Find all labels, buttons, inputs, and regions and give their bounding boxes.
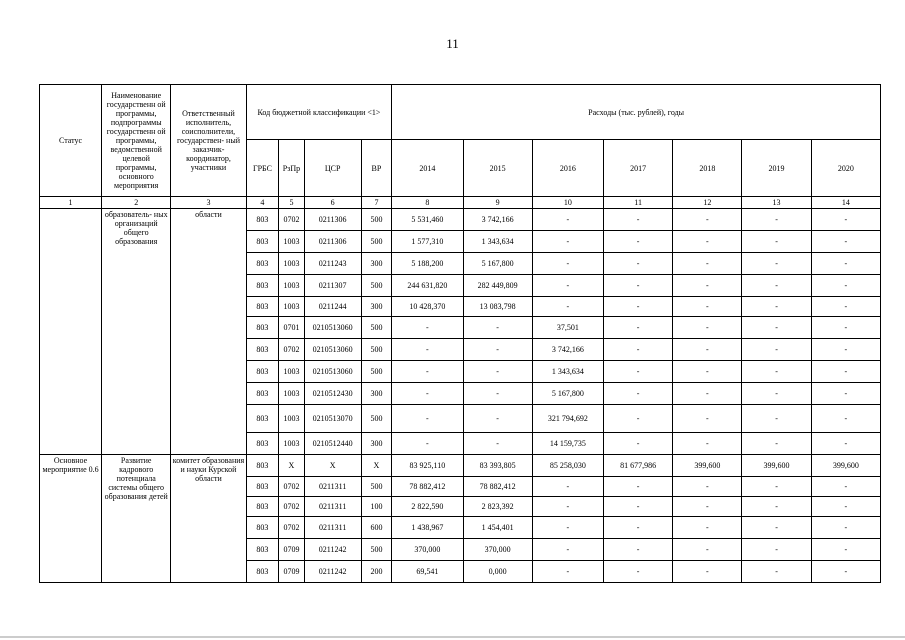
table-cell: 0210512440 [304, 433, 361, 455]
table-cell: 1003 [279, 297, 304, 317]
table-cell: - [811, 497, 880, 517]
table-cell: 0701 [279, 317, 304, 339]
header-rzpr: РзПр [279, 140, 304, 197]
table-cell: - [463, 361, 532, 383]
table-cell: 300 [361, 253, 392, 275]
table-cell: 0210513060 [304, 339, 361, 361]
table-cell: - [673, 231, 742, 253]
table-cell: 5 167,800 [532, 383, 603, 405]
table-cell: - [673, 517, 742, 539]
header-year: 2019 [742, 140, 811, 197]
header-year: 2020 [811, 140, 880, 197]
table-cell: - [811, 383, 880, 405]
table-cell: - [742, 561, 811, 583]
table-cell: 370,000 [392, 539, 463, 561]
table-cell: - [603, 517, 672, 539]
table-cell: 0210513060 [304, 361, 361, 383]
table-cell: - [811, 339, 880, 361]
table-cell: - [742, 231, 811, 253]
table-cell: - [742, 383, 811, 405]
table-cell: - [532, 209, 603, 231]
table-cell: 803 [246, 561, 279, 583]
column-number: 13 [742, 197, 811, 209]
table-cell: - [603, 561, 672, 583]
table-cell: - [742, 209, 811, 231]
table-cell: 500 [361, 405, 392, 433]
table-cell: 0702 [279, 339, 304, 361]
table-cell: - [673, 561, 742, 583]
table-cell: - [811, 477, 880, 497]
table-cell: - [673, 497, 742, 517]
table-cell: - [673, 361, 742, 383]
table-cell: 500 [361, 477, 392, 497]
table-cell: 13 083,798 [463, 297, 532, 317]
header-year: 2014 [392, 140, 463, 197]
header-year: 2015 [463, 140, 532, 197]
table-cell: - [463, 433, 532, 455]
table-cell: 803 [246, 455, 279, 477]
table-cell: - [603, 317, 672, 339]
budget-table [39, 84, 881, 583]
table-cell: 0702 [279, 477, 304, 497]
table-cell: - [742, 317, 811, 339]
table-cell: 37,501 [532, 317, 603, 339]
table-cell: - [603, 361, 672, 383]
table-cell: - [742, 361, 811, 383]
table-cell: 0210513070 [304, 405, 361, 433]
table-cell: 803 [246, 497, 279, 517]
table-cell: - [673, 383, 742, 405]
column-number: 11 [603, 197, 672, 209]
table-cell: - [532, 231, 603, 253]
column-number: 14 [811, 197, 880, 209]
table-cell: 0709 [279, 561, 304, 583]
table-cell: - [742, 539, 811, 561]
name-cell: Развитие кадрового потенциала системы общего образования детей [102, 455, 171, 583]
header-year: 2017 [603, 140, 672, 197]
header-csr: ЦСР [304, 140, 361, 197]
table-cell: 1003 [279, 361, 304, 383]
table-cell: 803 [246, 361, 279, 383]
table-cell: - [603, 209, 672, 231]
table-cell: - [603, 497, 672, 517]
table-cell: 500 [361, 231, 392, 253]
table-cell: Х [304, 455, 361, 477]
table-cell: 100 [361, 497, 392, 517]
table-cell: - [811, 317, 880, 339]
column-number: 4 [246, 197, 279, 209]
table-cell: - [463, 317, 532, 339]
table-cell: 0211307 [304, 275, 361, 297]
table-cell: - [532, 477, 603, 497]
table-cell: - [742, 297, 811, 317]
table-cell: 0211306 [304, 231, 361, 253]
table-cell: - [742, 253, 811, 275]
table-cell: 3 742,166 [463, 209, 532, 231]
name-cell: образователь- ных организаций общего образования [102, 209, 171, 455]
table-cell: 3 742,166 [532, 339, 603, 361]
column-number: 9 [463, 197, 532, 209]
table-cell: 500 [361, 317, 392, 339]
table-cell: - [742, 339, 811, 361]
table-cell: - [603, 539, 672, 561]
table-cell: Х [361, 455, 392, 477]
table-cell: 300 [361, 433, 392, 455]
table-cell: 803 [246, 477, 279, 497]
table-cell: 81 677,986 [603, 455, 672, 477]
table-row [40, 209, 881, 231]
table-cell: - [532, 275, 603, 297]
table-cell: 399,600 [811, 455, 880, 477]
table-cell: - [532, 297, 603, 317]
table-cell: 803 [246, 317, 279, 339]
column-number: 10 [532, 197, 603, 209]
table-cell: - [392, 433, 463, 455]
table-cell: 0702 [279, 497, 304, 517]
header-budget-code: Код бюджетной классификации <1> [246, 85, 392, 140]
table-cell: - [532, 539, 603, 561]
column-number: 12 [673, 197, 742, 209]
table-cell: 0211242 [304, 561, 361, 583]
responsible-cell: комитет образования и науки Курской области [171, 455, 246, 583]
table-cell: 1 438,967 [392, 517, 463, 539]
table-cell: 1 577,310 [392, 231, 463, 253]
table-cell: - [532, 561, 603, 583]
table-cell: - [392, 317, 463, 339]
table-cell: - [742, 477, 811, 497]
header-year: 2016 [532, 140, 603, 197]
table-cell: 0211242 [304, 539, 361, 561]
table-cell: - [603, 383, 672, 405]
table-cell: 500 [361, 361, 392, 383]
header-row [40, 85, 881, 140]
table-cell: 600 [361, 517, 392, 539]
table-cell: 0211306 [304, 209, 361, 231]
header-responsible: Ответственный исполнитель, соисполнители, государствен- ный заказчик- координатор, участники [171, 85, 246, 197]
table-row [40, 455, 881, 477]
column-number: 3 [171, 197, 246, 209]
column-number-row [40, 197, 881, 209]
table-cell: - [811, 275, 880, 297]
table-cell: - [603, 275, 672, 297]
table-cell: 83 393,805 [463, 455, 532, 477]
table-cell: - [673, 253, 742, 275]
table-cell: - [673, 539, 742, 561]
table-cell: - [811, 231, 880, 253]
header-year: 2018 [673, 140, 742, 197]
table-cell: 1 343,634 [532, 361, 603, 383]
table-cell: 78 882,412 [463, 477, 532, 497]
table-cell: 803 [246, 209, 279, 231]
table-cell: 500 [361, 539, 392, 561]
table-cell: 1003 [279, 275, 304, 297]
header-vr: ВР [361, 140, 392, 197]
table-cell: 803 [246, 405, 279, 433]
table-cell: - [811, 361, 880, 383]
table-cell: 803 [246, 539, 279, 561]
column-number: 7 [361, 197, 392, 209]
table-cell: - [392, 339, 463, 361]
table-cell: - [532, 497, 603, 517]
table-cell: 1003 [279, 253, 304, 275]
table-cell: - [603, 231, 672, 253]
table-cell: - [603, 477, 672, 497]
column-number: 1 [40, 197, 102, 209]
table-cell: - [811, 209, 880, 231]
table-cell: 1003 [279, 405, 304, 433]
table-cell: - [673, 317, 742, 339]
table-cell: - [532, 253, 603, 275]
table-cell: - [811, 405, 880, 433]
table-cell: - [603, 253, 672, 275]
table-cell: 1003 [279, 433, 304, 455]
table-cell: - [673, 477, 742, 497]
table-cell: 803 [246, 339, 279, 361]
table-cell: 0,000 [463, 561, 532, 583]
table-cell: 0211244 [304, 297, 361, 317]
table-cell: - [463, 339, 532, 361]
table-cell: - [742, 405, 811, 433]
table-cell: 10 428,370 [392, 297, 463, 317]
table-cell: - [811, 433, 880, 455]
table-cell: - [392, 361, 463, 383]
table-cell: 500 [361, 209, 392, 231]
column-number: 5 [279, 197, 304, 209]
table-cell: 0211311 [304, 517, 361, 539]
page-number: 11 [446, 36, 459, 51]
table-cell: 0211311 [304, 497, 361, 517]
table-cell: 0210512430 [304, 383, 361, 405]
table-cell: - [673, 405, 742, 433]
table-cell: - [463, 405, 532, 433]
table-cell: - [392, 405, 463, 433]
table-cell: 803 [246, 297, 279, 317]
table-cell: - [603, 433, 672, 455]
table-cell: 2 823,392 [463, 497, 532, 517]
table-cell: 1003 [279, 231, 304, 253]
table-cell: 399,600 [673, 455, 742, 477]
table-cell: 321 794,692 [532, 405, 603, 433]
table-cell: 803 [246, 253, 279, 275]
table-cell: 5 188,200 [392, 253, 463, 275]
status-cell: Основное мероприятие 0.6 [40, 455, 102, 583]
column-number: 8 [392, 197, 463, 209]
table-cell: 0702 [279, 209, 304, 231]
table-cell: 803 [246, 433, 279, 455]
table-cell: 300 [361, 383, 392, 405]
table-cell: - [603, 297, 672, 317]
table-cell: Х [279, 455, 304, 477]
table-cell: 803 [246, 517, 279, 539]
table-cell: 1 454,401 [463, 517, 532, 539]
table-cell: - [742, 517, 811, 539]
table-cell: 803 [246, 275, 279, 297]
table-cell: 500 [361, 275, 392, 297]
status-cell [40, 209, 102, 455]
table-cell: - [463, 383, 532, 405]
table-cell: 244 631,820 [392, 275, 463, 297]
header-status: Статус [40, 85, 102, 197]
table-cell: 0702 [279, 517, 304, 539]
table-cell: 500 [361, 339, 392, 361]
scan-edge [0, 636, 905, 638]
table-cell: - [742, 275, 811, 297]
table-cell: - [532, 517, 603, 539]
table-cell: 83 925,110 [392, 455, 463, 477]
table-cell: 5 531,460 [392, 209, 463, 231]
table-cell: - [811, 253, 880, 275]
table-cell: 803 [246, 231, 279, 253]
table-cell: 14 159,735 [532, 433, 603, 455]
table-cell: 0709 [279, 539, 304, 561]
column-number: 2 [102, 197, 171, 209]
table-cell: 0210513060 [304, 317, 361, 339]
table-cell: - [811, 517, 880, 539]
table-cell: 803 [246, 383, 279, 405]
table-cell: 282 449,809 [463, 275, 532, 297]
table-cell: - [742, 497, 811, 517]
table-cell: - [673, 275, 742, 297]
table-cell: 69,541 [392, 561, 463, 583]
table-cell: 399,600 [742, 455, 811, 477]
table-cell: 200 [361, 561, 392, 583]
header-expenses: Расходы (тыс. рублей), годы [392, 85, 881, 140]
header-name: Наименование государственн ой программы, подпрограммы государственн ой программы, ведомственной целевой программы, основного мероприятия [102, 85, 171, 197]
table-cell: - [673, 209, 742, 231]
table-cell: - [811, 297, 880, 317]
table-cell: 1 343,634 [463, 231, 532, 253]
table-cell: - [673, 433, 742, 455]
table-cell: - [673, 339, 742, 361]
table-cell: - [742, 433, 811, 455]
table-cell: 300 [361, 297, 392, 317]
table-cell: - [811, 539, 880, 561]
table-cell: - [603, 339, 672, 361]
table-cell: - [392, 383, 463, 405]
table-cell: 2 822,590 [392, 497, 463, 517]
header-grbs: ГРБС [246, 140, 279, 197]
table-cell: 1003 [279, 383, 304, 405]
table-cell: 78 882,412 [392, 477, 463, 497]
table-cell: 370,000 [463, 539, 532, 561]
column-number: 6 [304, 197, 361, 209]
table-cell: - [673, 297, 742, 317]
table-cell: 0211311 [304, 477, 361, 497]
table-cell: - [603, 405, 672, 433]
responsible-cell: области [171, 209, 246, 455]
table-cell: 0211243 [304, 253, 361, 275]
table-cell: 85 258,030 [532, 455, 603, 477]
table-cell: - [811, 561, 880, 583]
table-cell: 5 167,800 [463, 253, 532, 275]
